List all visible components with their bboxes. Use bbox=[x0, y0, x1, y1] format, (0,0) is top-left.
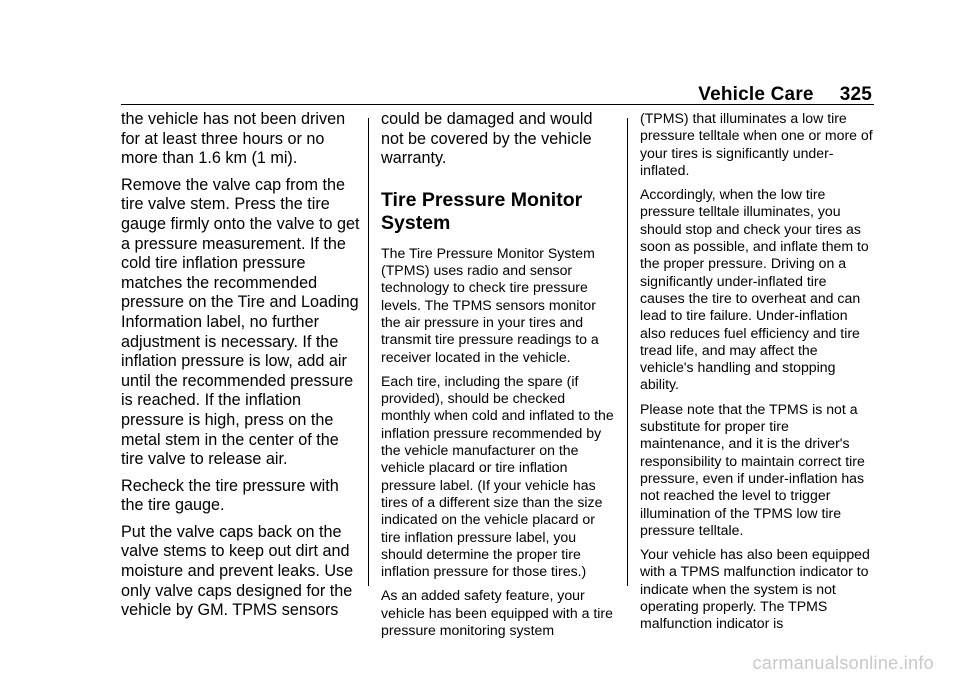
paragraph: the vehicle has not been driven for at least three hours or no more than 1.6 km (1 mi). bbox=[121, 110, 346, 168]
paragraph: Remove the valve cap from the tire valve stem. Press the tire gauge firmly onto the valve to get a pressure measurement. If the cold tire inflation pressure matches the recommended pressure on the Tire and Loading Information label, no further adjustment is necessary. If the inflation pressure is low, add air until the recommended pressure is reached. If the inflation pressure is high, press on the metal stem in the center of the tire valve to release air. bbox=[121, 175, 360, 469]
column-1 bbox=[121, 110, 363, 628]
column-divider-2 bbox=[627, 118, 628, 586]
paragraph: The Tire Pressure Monitor System (TPMS) uses radio and sensor technology to check tire pressure levels. The TPMS sensors monitor the air pressure in your tires and transmit tire pressure readings to a receiver located in the vehicle. bbox=[381, 244, 599, 365]
header-rule bbox=[121, 104, 874, 105]
paragraph: Recheck the tire pressure with the tire gauge. bbox=[121, 476, 339, 515]
paragraph: As an added safety feature, your vehicle has been equipped with a tire pressure monitoring system bbox=[381, 587, 613, 639]
column-divider-1 bbox=[368, 118, 369, 586]
page-number: 325 bbox=[839, 84, 872, 105]
paragraph: Put the valve caps back on the valve stems to keep out dirt and moisture and prevent leaks. Use only valve caps designed for the vehicle by GM. TPMS sensors bbox=[121, 522, 354, 620]
watermark: carmanualsonline.info bbox=[752, 653, 934, 673]
paragraph: (TPMS) that illuminates a low tire pressure telltale when one or more of your tires is significantly under-inflated. bbox=[640, 110, 873, 178]
running-header bbox=[698, 84, 872, 106]
column-3 bbox=[640, 110, 874, 640]
section-heading: Tire Pressure Monitor System bbox=[381, 188, 583, 235]
paragraph: could be damaged and would not be covered by the vehicle warranty. bbox=[381, 110, 593, 168]
column-2 bbox=[381, 110, 616, 646]
section-title: Vehicle Care bbox=[698, 84, 814, 105]
paragraph: Your vehicle has also been equipped with a TPMS malfunction indicator to indicate when the system is not operating properly. The TPMS malfunction indicator is bbox=[640, 546, 870, 632]
paragraph: Please note that the TPMS is not a substitute for proper tire maintenance, and it is the driver's responsibility to maintain correct tire pressure, even if under-inflation has not reached the level to trigger illumination of the TPMS low tire pressure telltale. bbox=[640, 400, 865, 538]
paragraph: Each tire, including the spare (if provided), should be checked monthly when cold and inflated to the inflation pressure recommended by the vehicle manufacturer on the vehicle placard or tire inflation pressure label. (If your vehicle has tires of a different size than the size indicated on the vehicle placard or tire inflation pressure label, you should determine the proper tire inflation pressure for those tires.) bbox=[381, 372, 614, 580]
paragraph: Accordingly, when the low tire pressure telltale illuminates, you should stop and check your tires as soon as possible, and inflate them to the proper pressure. Driving on a significantly under-inflated tire causes the tire to overheat and can lead to tire failure. Under-inflation also reduces fuel efficiency and tire tread life, and may affect the vehicle's handling and stopping ability. bbox=[640, 186, 869, 393]
